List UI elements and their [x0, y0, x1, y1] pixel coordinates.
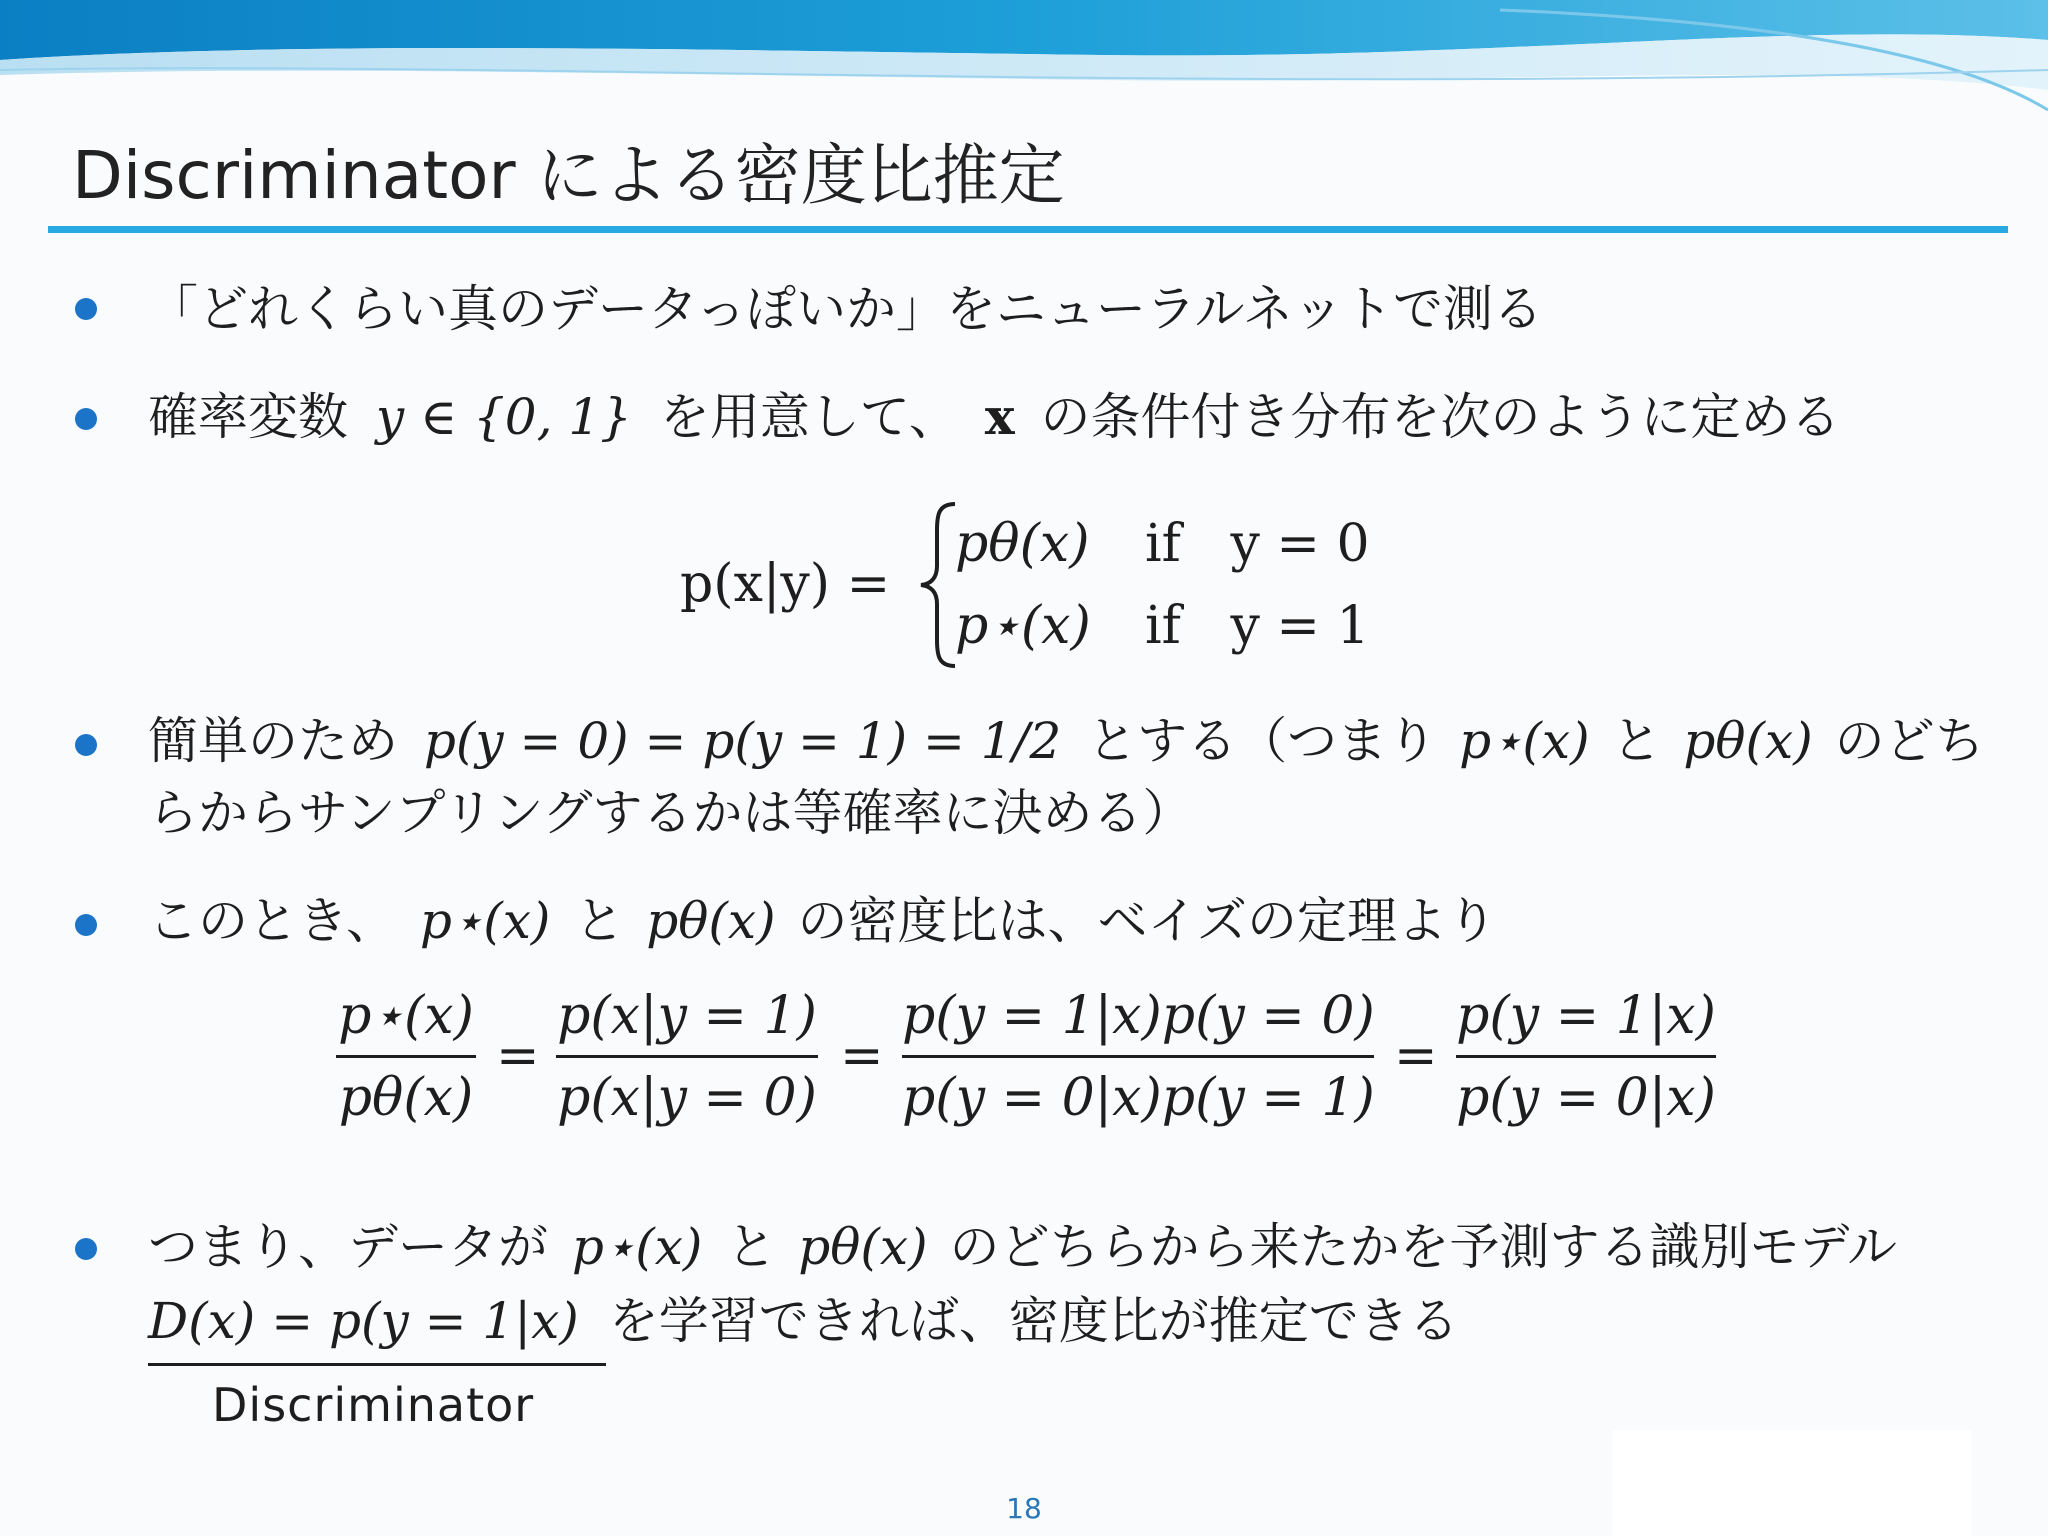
fraction-1-denominator: pθ(x)	[338, 1068, 474, 1128]
title-underline-rule	[48, 226, 2008, 233]
bullet-dot	[75, 734, 97, 756]
case-2-expression: p⋆(x)	[955, 596, 1091, 656]
bullet-2-text-1: 確率変数	[148, 388, 348, 446]
equals-3: =	[1394, 1026, 1438, 1086]
bullet-5-math-2: pθ(x)	[798, 1218, 928, 1276]
bullet-3-math-3: pθ(x)	[1683, 712, 1813, 770]
bullet-dot	[75, 914, 97, 936]
bullet-3-line-1	[148, 712, 1985, 770]
bullet-3-math-2: p⋆(x)	[1459, 712, 1590, 770]
equals-1: =	[496, 1026, 540, 1086]
discriminator-label: Discriminator	[212, 1378, 535, 1432]
bullet-2-text-3: の条件付き分布を次のように定める	[1040, 388, 1841, 446]
fraction-4-denominator: p(y = 0|x)	[1456, 1068, 1716, 1128]
bullet-4-line	[148, 892, 1497, 950]
bullet-2-text-2: を用意して、	[659, 388, 959, 446]
bullet-4-text-2: と	[574, 892, 625, 950]
bullet-5-math-3: D(x) = p(y = 1|x)	[148, 1292, 579, 1350]
fraction-3-bar	[902, 1055, 1374, 1058]
bullet-5-line-2	[148, 1292, 1459, 1350]
bullet-dot	[75, 1238, 97, 1260]
bullet-5-math-1: p⋆(x)	[571, 1218, 703, 1276]
bullet-5-text-3: のどちらから来たかを予測する識別モデル	[949, 1218, 1897, 1276]
bullet-4-math-2: pθ(x)	[646, 892, 776, 950]
bullet-2-line	[148, 387, 1841, 446]
bullet-5-line-1	[148, 1218, 1897, 1276]
bullet-3-text-4: のどち	[1834, 712, 1985, 770]
bullet-3-math-1: p(y = 0) = p(y = 1) = 1/2	[423, 712, 1062, 770]
bullet-1-text: 「どれくらい真のデータっぽいか」をニューラルネットで測る	[148, 280, 1543, 338]
fraction-3-denominator: p(y = 0|x)p(y = 1)	[902, 1068, 1375, 1128]
bullet-5-text-1: つまり、データが	[148, 1218, 548, 1276]
bullet-3-text-3: と	[1611, 712, 1662, 770]
fraction-4-numerator: p(y = 1|x)	[1456, 986, 1716, 1046]
fraction-2-numerator: p(x|y = 1)	[557, 986, 817, 1046]
bullet-5-text-4: を学習できれば、密度比が推定できる	[608, 1292, 1459, 1350]
bullet-3-line-2: らからサンプリングするかは等確率に決める）	[148, 784, 1193, 842]
fraction-2-bar	[556, 1055, 818, 1058]
bullet-2-math-2: x	[984, 387, 1015, 446]
bullet-5-text-2: と	[726, 1218, 777, 1276]
cases-equation-lhs: p(x|y) =	[680, 554, 891, 614]
bullet-4-math-1: p⋆(x)	[419, 892, 551, 950]
bullet-2-math-1: y ∈ {0, 1}	[375, 388, 632, 446]
page-number: 18	[1006, 1492, 1042, 1525]
case-2-condition: if y = 1	[1145, 596, 1370, 656]
equals-2: =	[840, 1026, 884, 1086]
case-1-expression: pθ(x)	[955, 514, 1090, 574]
case-1-condition: if y = 0	[1145, 514, 1370, 574]
footer-white-box	[1612, 1430, 1972, 1536]
bullet-3-text-1: 簡単のため	[148, 712, 398, 770]
bullet-dot	[75, 408, 97, 430]
fraction-2-denominator: p(x|y = 0)	[557, 1068, 817, 1128]
fraction-1-numerator: p⋆(x)	[338, 986, 474, 1046]
fraction-1-bar	[336, 1055, 476, 1058]
bullet-dot	[75, 298, 97, 320]
bullet-3-text-2: とする（つまり	[1087, 712, 1438, 770]
fraction-4-bar	[1456, 1055, 1716, 1058]
header-wave-decoration	[0, 0, 2048, 130]
slide-title: Discriminator による密度比推定	[72, 137, 1065, 214]
bullet-4-text-1: このとき、	[148, 892, 396, 950]
discriminator-underbrace-line	[148, 1363, 606, 1366]
fraction-3-numerator: p(y = 1|x)p(y = 0)	[902, 986, 1375, 1046]
bullet-4-text-3: の密度比は、ベイズの定理より	[797, 892, 1497, 950]
